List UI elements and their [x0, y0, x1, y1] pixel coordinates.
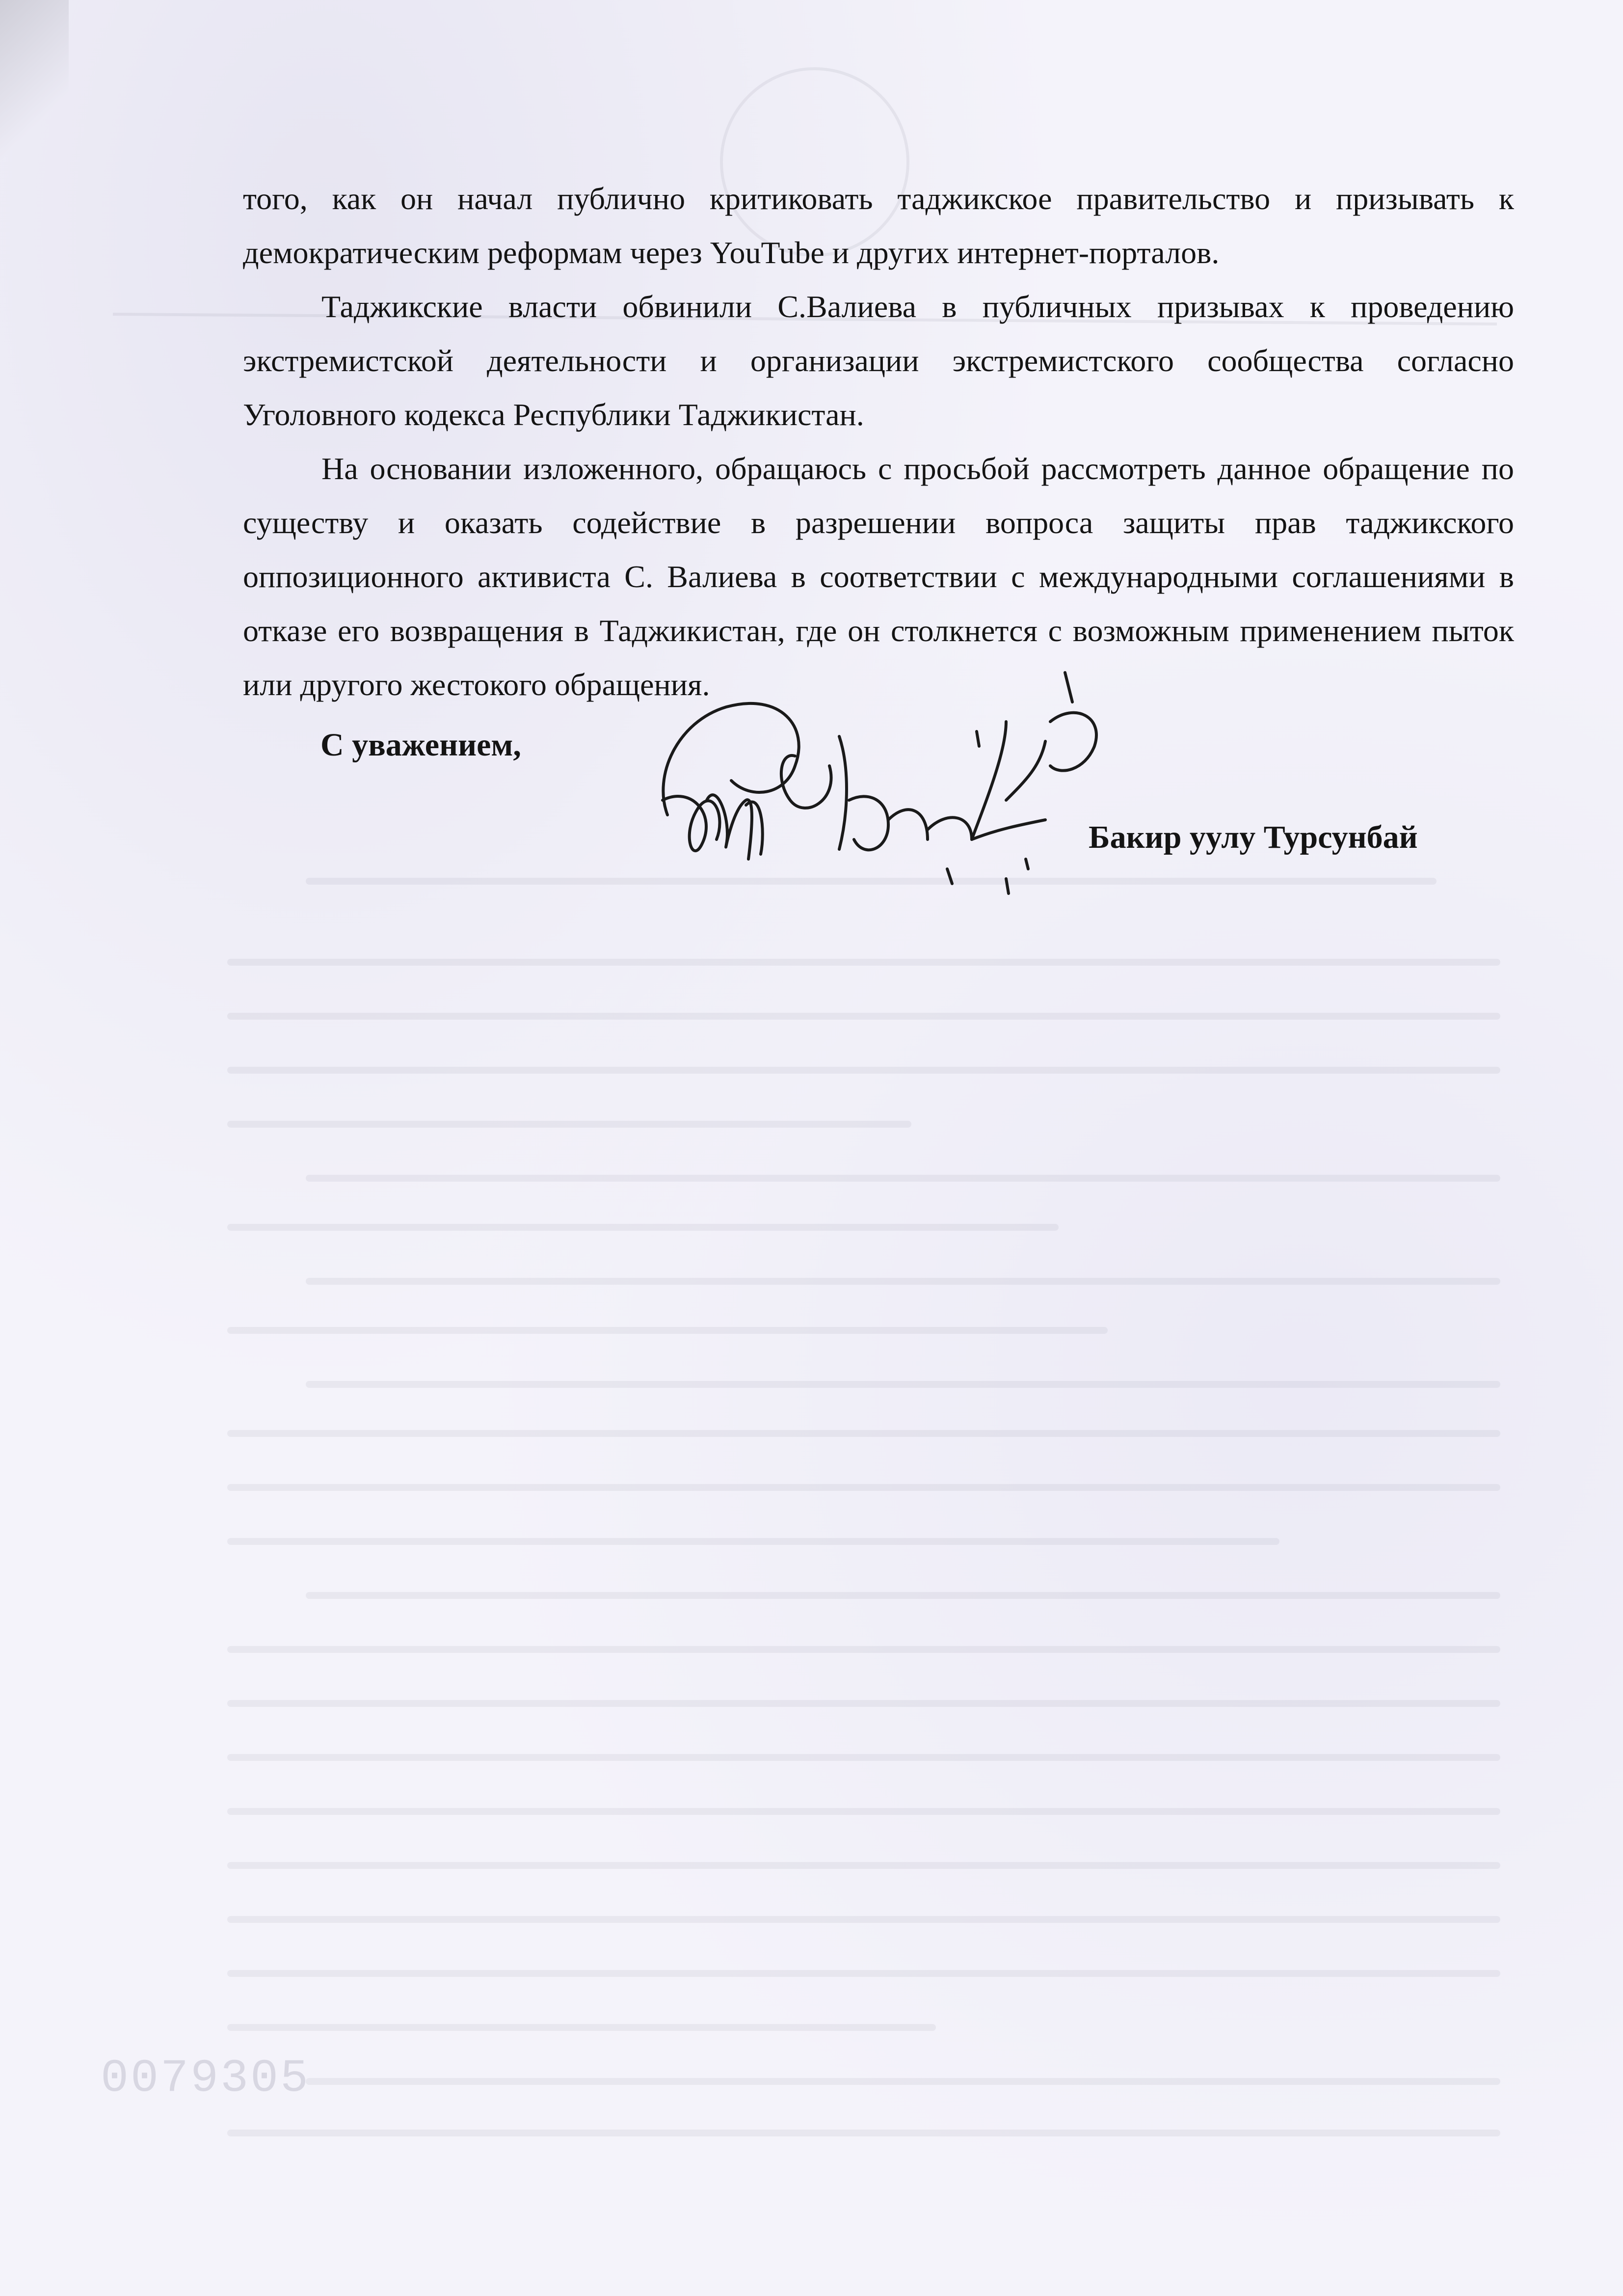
handwritten-signature	[633, 653, 1148, 908]
stamp-number: 0079305	[101, 2052, 311, 2105]
letter-body	[243, 172, 1514, 712]
signer-name: Бакир уулу Турсунбай	[1089, 819, 1418, 855]
paragraph-request: На основании изложенного, обращаюсь с просьбой рассмотреть данное обращение по существу и оказать содействие в разрешении вопроса защиты прав таджикского оппозиционного активиста С. Валиева в соответствии с международными соглашениями в отказе его возвращения в Таджикистан, где он столкнется с возможным применением пыток или другого жестокого обращения.	[243, 451, 1514, 702]
closing-salutation: С уважением,	[320, 727, 521, 763]
paragraph-continuation: того, как он начал публично критиковать таджикское правительство и призывать к демократическим реформам через YouTube и других интернет-порталов.	[243, 181, 1514, 270]
paragraph-charges: Таджикские власти обвинили С.Валиева в публичных призывах к проведению экстремистской деятельности и организации экстремистского сообщества согласно Уголовного кодекса Республики Таджикистан.	[243, 289, 1514, 432]
